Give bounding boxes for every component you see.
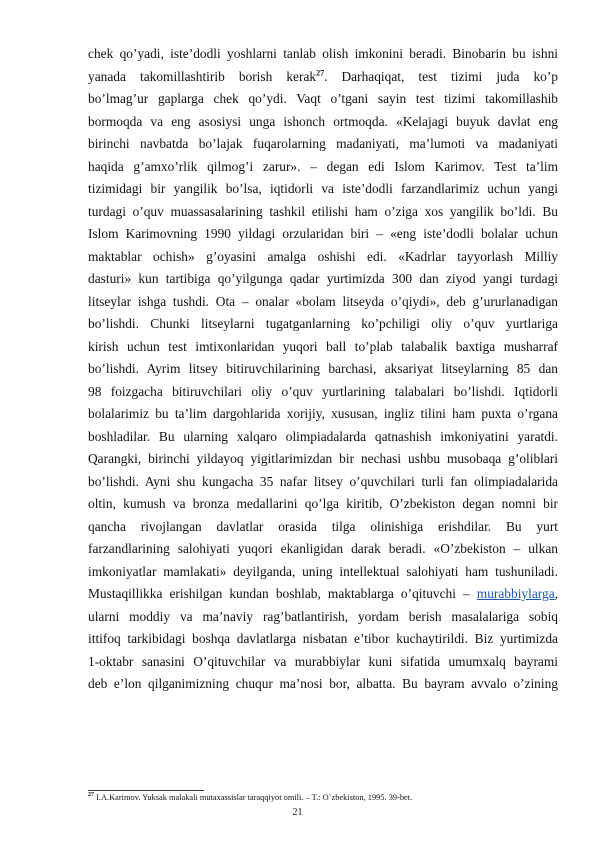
text-line: bo’lishdi. Ayni shu kungacha 35 nafar litsey o’quvchilari turli fan olimpiadalarida xyxy=(88,473,558,489)
text-line: bo’lishdi. Chunki litseylarni tugatganlarning ko’pchiligi oliy o’quv yurtlariga xyxy=(88,316,558,331)
text-line: bormoqda va eng asosiysi unga ishonch ortmoqda. «Kelajagi buyuk davlat eng xyxy=(88,113,558,129)
text-line: bolalarimiz bu ta’lim dargohlarida xorijiy, xususan, ingliz tilini ham puxta o’rgana xyxy=(88,406,558,421)
footnote-number: 27 xyxy=(88,792,94,799)
text-line: ularni moddiy va ma’naviy rag’batlantirish, yordam berish masalalariga sobiq xyxy=(88,608,558,624)
footnote-reference[interactable]: 27 xyxy=(316,68,325,78)
murabbiylarga-link[interactable]: murabbiylarga xyxy=(476,586,555,601)
page-number: 21 xyxy=(292,807,303,818)
text-line: bo’lmag’ur gaplarga chek qo’ydi. Vaqt o’tgani sayin test tizimi takomillashib xyxy=(88,91,558,106)
text-line: dasturi» kun tartibiga qo’yilgunga qadar yurtimizda 300 dan ziyod yangi turdagi xyxy=(88,271,558,286)
text-line: boshladilar. Bu ularning xalqaro olimpiadalarda qatnashish imkoniyatini yaratdi. xyxy=(88,428,558,444)
text-line: litseylar ishga tushdi. Ota – onalar «bolam litseyda o’qiydi», deb g’ururlanadigan xyxy=(88,293,558,309)
text-line: 98 foizgacha bitiruvchilari oliy o’quv yurtlarining talabalari bo’lishdi. Iqtidorli xyxy=(88,383,558,399)
text-line: 1-oktabr sanasini O’qituvchilar va murabbiylar kuni sifatida umumxalq bayrami xyxy=(88,653,558,669)
text-line: birinchi navbatda bo’lajak fuqarolarning madaniyati, ma’lumoti va madaniyati xyxy=(88,136,558,151)
text-line: farzandlarining salohiyati yuqori ekanligidan darak beradi. «O’zbekiston – ulkan xyxy=(88,541,558,556)
text-line: Islom Karimovning 1990 yildagi orzularidan biri – «eng iste’dodli bolalar uchun xyxy=(88,226,558,241)
text-line: haqida g’amxo’rlik qilmog’i zarur». – degan edi Islom Karimov. Test ta’lim xyxy=(88,158,558,174)
main-paragraph xyxy=(88,43,558,696)
text-line: yanada takomillashtirib borish kerak$^{27}$. Darhaqiqat, test tizimi juda ko’p xyxy=(88,68,558,84)
footnote-divider xyxy=(88,790,204,791)
footnote-text: I.A.Karimov. Yuksak malakali mutaxassislar taraqqiyot omili. – T.: O`zbekiston, 1995. 39-bet. xyxy=(94,793,413,802)
text-line: ittifoq tarkibidagi boshqa davlatlarga nisbatan e’tibor kuchaytirildi. Biz yurtimizda xyxy=(88,631,558,646)
text-line: maktablar ochish» g’oyasini amalga oshishi edi. «Kadrlar tayyorlash Milliy xyxy=(88,248,558,264)
text-line: chek qo’yadi, iste’dodli yoshlarni tanlab olish imkonini beradi. Binobarin bu ishni xyxy=(88,46,558,61)
text-line: qancha rivojlangan davlatlar orasida tilga olinishiga erishdilar. Bu yurt xyxy=(88,518,558,534)
text-line: Qarangki, birinchi yildayoq yigitlarimizdan bir nechasi ushbu musobaqa g’oliblari xyxy=(88,451,558,466)
text-line: deb e’lon qilganimizning chuqur ma’nosi bor, albatta. Bu bayram avvalo o’zining xyxy=(88,676,558,691)
footnote xyxy=(88,793,412,802)
text-line: imkoniyatlar mamlakati» deyilganda, uning intellektual salohiyati ham tushuniladi. xyxy=(88,563,558,579)
text-line: oltin, kumush va bronza medallarini qo’lga kiritib, O’zbekiston degan nomni bir xyxy=(88,496,558,511)
text-line: kirish uchun test imtixonlaridan yuqori ball to’plab talabalik baxtiga musharraf xyxy=(88,338,558,354)
text-line: tizimidagi bir yangilik bo’lsa, iqtidorli va iste’dodli farzandlarimiz uchun yangi xyxy=(88,181,558,196)
text-line: Mustaqillikka erishilgan kundan boshlab, maktablarga o’qituvchi – murabbiylarga, xyxy=(88,586,558,601)
text-line: turdagi o’quv muassasalarining tashkil etilishi ham o’ziga xos yangilik bo’ldi. Bu xyxy=(88,203,558,219)
text-line: bo’lishdi. Ayrim litsey bitiruvchilarining barchasi, aksariyat litseylarning 85 dan xyxy=(88,361,558,376)
